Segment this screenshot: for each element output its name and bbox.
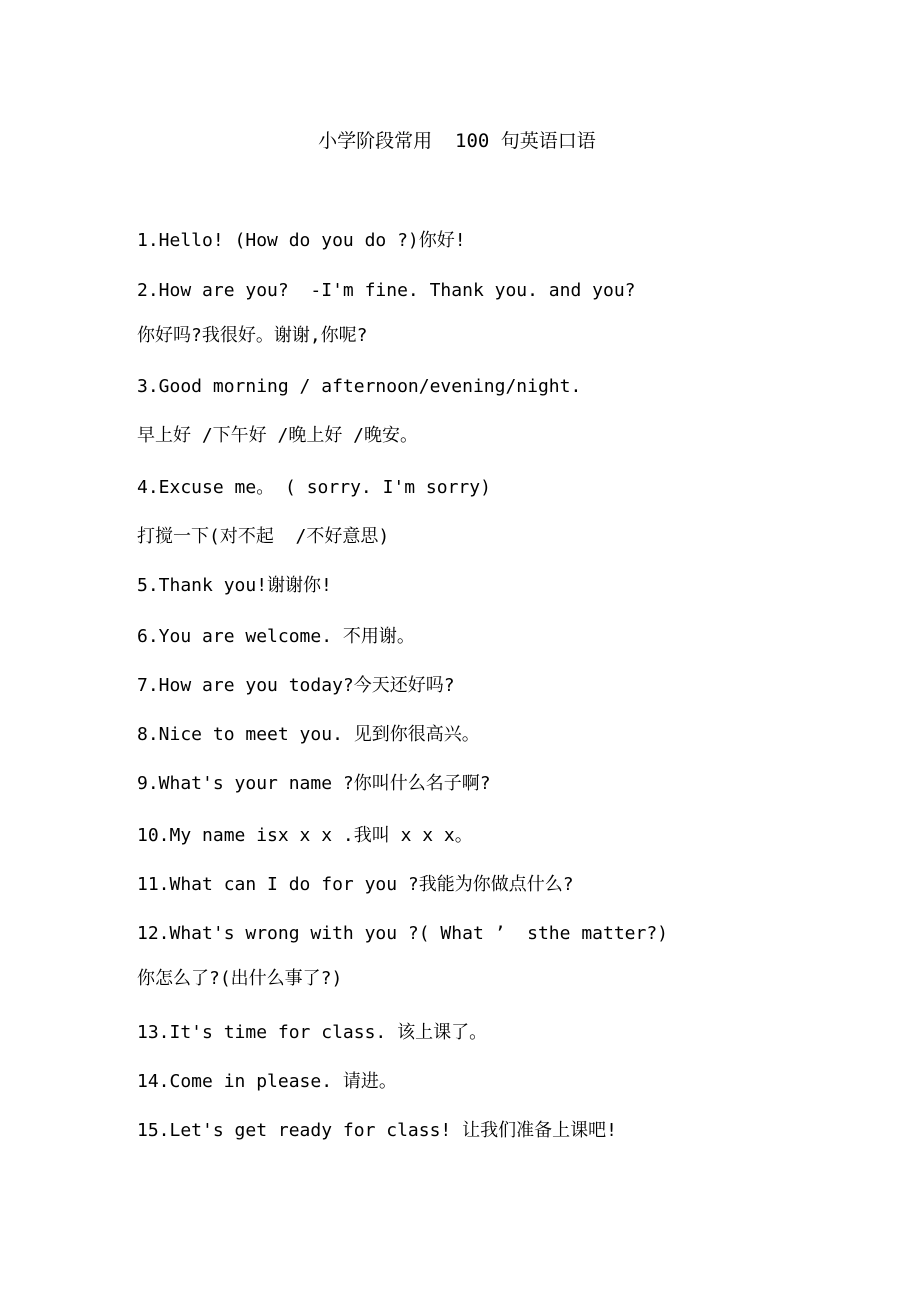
text-line: 7.How are you today?今天还好吗?	[137, 675, 455, 696]
text-line: 14.Come in please. 请进。	[137, 1071, 397, 1092]
text-line: 8.Nice to meet you. 见到你很高兴。	[137, 724, 480, 745]
text-line: 13.It's time for class. 该上课了。	[137, 1022, 488, 1043]
text-line: 你好吗?我很好。谢谢,你呢?	[137, 325, 368, 346]
page-title: 小学阶段常用 100 句英语口语	[318, 130, 596, 152]
text-line: 打搅一下(对不起 /不好意思)	[137, 526, 390, 547]
text-line: 9.What's your name ?你叫什么名子啊?	[137, 773, 491, 794]
text-line: 15.Let's get ready for class! 让我们准备上课吧!	[137, 1120, 617, 1141]
text-line: 1.Hello! (How do you do ?)你好!	[137, 230, 466, 251]
text-line: 11.What can I do for you ?我能为你做点什么?	[137, 874, 574, 895]
text-line: 3.Good morning / afternoon/evening/night.	[137, 376, 582, 397]
text-line: 2.How are you? -I'm fine. Thank you. and you?	[137, 280, 636, 301]
text-line: 你怎么了?(出什么事了?)	[137, 968, 343, 989]
text-line: 10.My name isx x x .我叫 x x x。	[137, 825, 473, 846]
text-line: 早上好 /下午好 /晚上好 /晚安。	[137, 425, 419, 446]
text-line: 5.Thank you!谢谢你!	[137, 575, 332, 596]
text-line: 6.You are welcome. 不用谢。	[137, 626, 415, 647]
text-line: 12.What's wrong with you ?( What ’ sthe matter?)	[137, 923, 669, 944]
text-line: 4.Excuse me。 ( sorry. I'm sorry)	[137, 477, 491, 498]
